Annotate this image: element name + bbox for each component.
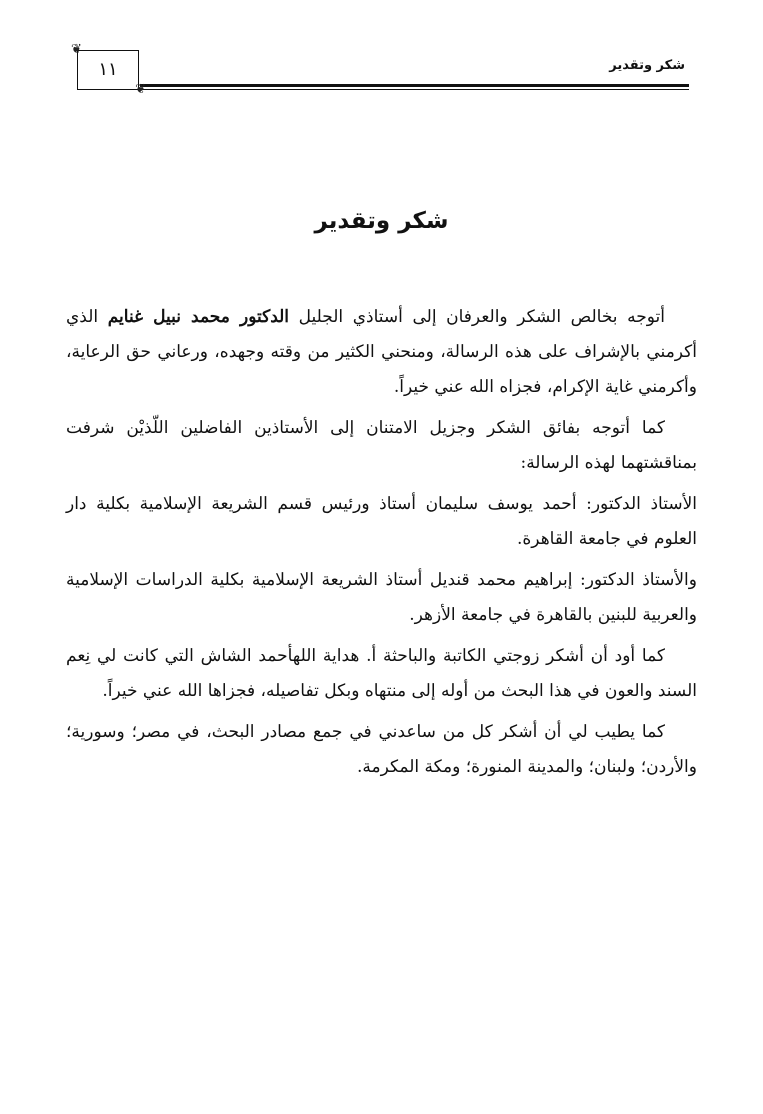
ornament-icon: ❦: [71, 42, 82, 57]
ornament-icon: ❦: [135, 82, 146, 97]
paragraph-supervisor-thanks: [66, 300, 697, 405]
paragraph-text: أتوجه بخالص الشكر والعرفان إلى أستاذي الجليل: [289, 307, 665, 327]
paragraph-examiner-2: والأستاذ الدكتور: إبراهيم محمد قنديل أستاذ الشريعة الإسلامية بكلية الدراسات الإسلامية والعربية للبنين بالقاهرة في جامعة الأزهر.: [66, 570, 697, 625]
paragraph-examiner-1: الأستاذ الدكتور: أحمد يوسف سليمان أستاذ ورئيس قسم الشريعة الإسلامية بكلية دار العلوم في جامعة القاهرة.: [66, 494, 697, 549]
paragraph-examiners-thanks: كما أتوجه بفائق الشكر وجزيل الامتنان إلى الأستاذين الفاضلين اللّذيْن شرفت بمناقشتهما لهذه الرسالة:: [66, 418, 697, 473]
paragraph-wife-thanks: [66, 639, 697, 709]
page-number: ١١: [98, 59, 118, 80]
header-rule-thin: [140, 89, 689, 90]
supervisor-name: الدكتور محمد نبيل غنايم: [107, 307, 290, 327]
paragraph-text: الذي أكرمني بالإشراف على هذه الرسالة، ومنحني الكثير من وقته وجهده، ورعاني حق الرعاية، وأكرمني غاية الإكرام، فجزاه الله عني خيراً.: [66, 307, 697, 397]
body-text: [66, 300, 697, 791]
page-number-box: [71, 42, 146, 97]
page-title: شكر وتقدير: [314, 208, 449, 234]
header-rule-thick: [140, 84, 689, 87]
paragraph-text: وسورية؛ والأردن؛ ولبنان؛ والمدينة المنورة؛ ومكة المكرمة.: [66, 722, 697, 777]
paragraph-text: كما يطيب لي أن أشكر كل من ساعدني في جمع مصادر البحث، في مصر؛: [124, 722, 665, 742]
running-header-title: شكر وتقدير: [609, 58, 685, 73]
paragraph-text: لي نِعم السند والعون في هذا البحث من أوله إلى منتهاه وبكل تفاصيله، فجزاها الله عني خيراً.: [66, 646, 697, 701]
paragraph-helpers-thanks: [66, 715, 697, 785]
paragraph-text: كما أود أن أشكر زوجتي الكاتبة والباحثة أ. هداية اللهأحمد الشاش التي كانت: [116, 646, 666, 666]
